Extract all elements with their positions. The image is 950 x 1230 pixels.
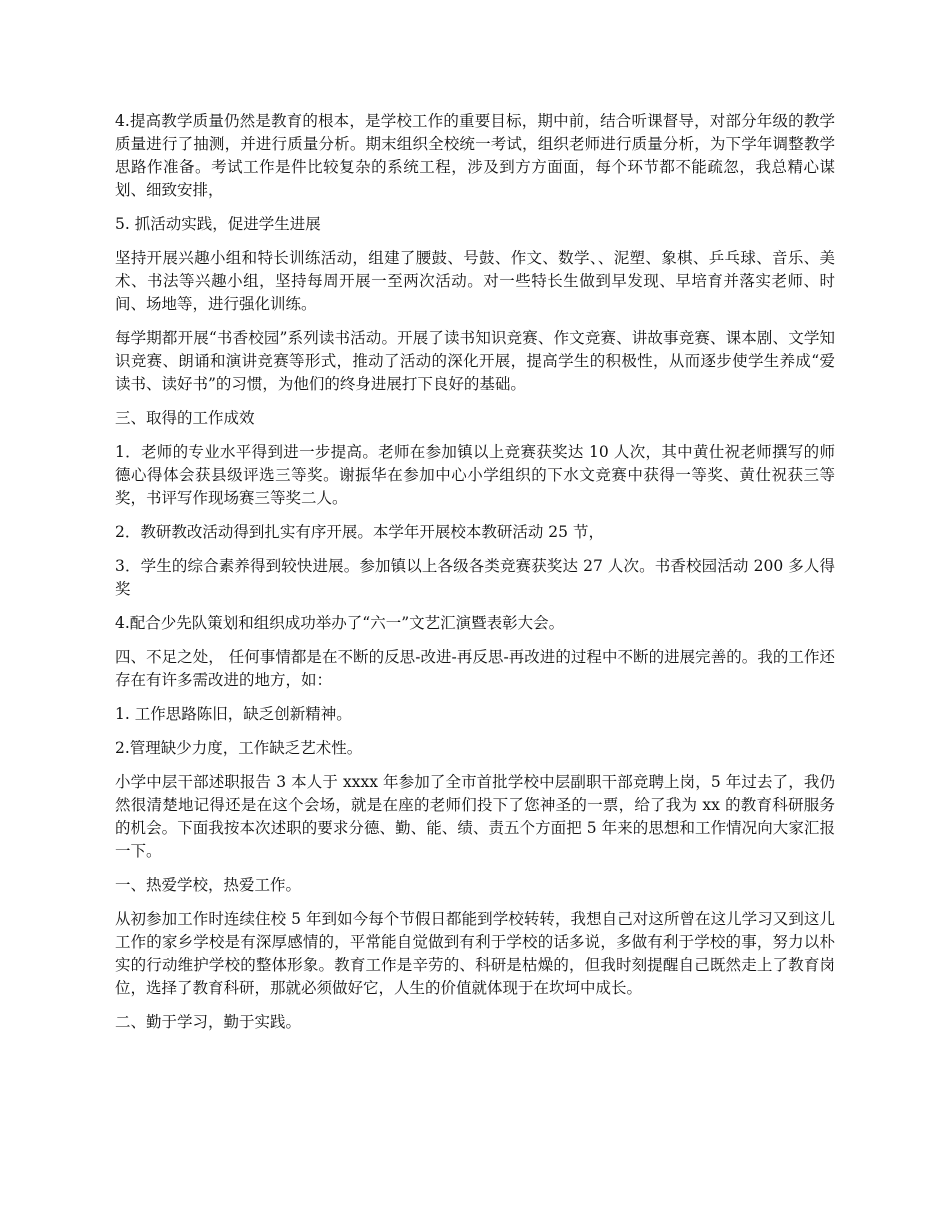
- heading-love-school: 一、热爱学校，热爱工作。: [115, 876, 302, 894]
- list-item-management: 2.管理缺少力度，工作缺乏艺术性。: [115, 739, 363, 757]
- paragraph-reading-activities: 每学期都开展“书香校园”系列读书活动。开展了读书知识竞赛、作文竞赛、讲故事竞赛、课本剧、文学知识竞赛、朗诵和演讲竞赛等形式，推动了活动的深化开展，提高学生的积极性，从而逐步使学生养成“爱读书、读好书”的习惯，为他们的终身进展打下良好的基础。: [115, 329, 835, 393]
- heading-study-practice: 二、勤于学习，勤于实践。: [115, 1013, 302, 1031]
- list-item-old-thinking: 1. 工作思路陈旧，缺乏创新精神。: [115, 705, 352, 723]
- paragraph-teacher-level: 1．老师的专业水平得到进一步提高。老师在参加镇以上竞赛获奖达 10 人次，其中黄仕祝老师撰写的师德心得体会获县级评选三等奖。谢振华在参加中心小学组织的下水文竞赛中获得一等奖、黄仕祝获三等奖，书评写作现场赛三等奖二人。: [115, 443, 835, 507]
- paragraph-research-activities: 2．教研教改活动得到扎实有序开展。本学年开展校本教研活动 25 节，: [115, 523, 604, 541]
- paragraph-teaching-quality: 4.提高教学质量仍然是教育的根本，是学校工作的重要目标，期中前，结合听课督导，对部分年级的教学质量进行了抽测，并进行质量分析。期末组织全校统一考试，组织老师进行质量分析，为下学年调整教学思路作准备。考试工作是件比较复杂的系统工程，涉及到方方面面，每个环节都不能疏忽，我总精心谋划、细致安排，: [115, 112, 835, 199]
- paragraph-love-school: 从初参加工作时连续住校 5 年到如今每个节假日都能到学校转转，我想自己对这所曾在这儿学习又到这儿工作的家乡学校是有深厚感情的，平常能自觉做到有利于学校的话多说，多做有利于学校的事，努力以朴实的行动维护学校的整体形象。教育工作是辛劳的、科研是枯燥的，但我时刻提醒自己既然走上了教育岗位，选择了教育科研，那就必须做好它，人生的价值就体现于在坎坷中成长。: [115, 910, 835, 997]
- heading-activity-practice: 5. 抓活动实践，促进学生进展: [115, 215, 321, 233]
- paragraph-interest-groups: 坚持开展兴趣小组和特长训练活动，组建了腰鼓、号鼓、作文、数学、、泥塑、象棋、乒乓球、音乐、美术、书法等兴趣小组，坚持每周开展一至两次活动。对一些特长生做到早发现、早培育并落实老师、时间、场地等，进行强化训练。: [115, 249, 835, 313]
- document-page: [115, 110, 835, 1045]
- paragraph-report-intro: 小学中层干部述职报告 3 本人于 xxxx 年参加了全市首批学校中层副职干部竞聘上岗，5 年过去了，我仍然很清楚地记得还是在这个会场，就是在座的老师们投下了您神圣的一票，给了我为 xx 的教育科研服务的机会。下面我按本次述职的要求分德、勤、能、绩、责五个方面把 5 年来的思想和工作情况向大家汇报一下。: [115, 773, 835, 860]
- heading-achievements: 三、取得的工作成效: [115, 409, 255, 427]
- paragraph-childrens-day: 4.配合少先队策划和组织成功举办了“六一”文艺汇演暨表彰大会。: [115, 614, 565, 632]
- heading-shortcomings: 四、不足之处， 任何事情都是在不断的反思-改进-再反思-再改进的过程中不断的进展完善的。我的工作还存在有许多需改进的地方，如：: [115, 648, 835, 689]
- paragraph-student-quality: 3．学生的综合素养得到较快进展。参加镇以上各级各类竞赛获奖达 27 人次。书香校园活动 200 多人得奖: [115, 557, 835, 598]
